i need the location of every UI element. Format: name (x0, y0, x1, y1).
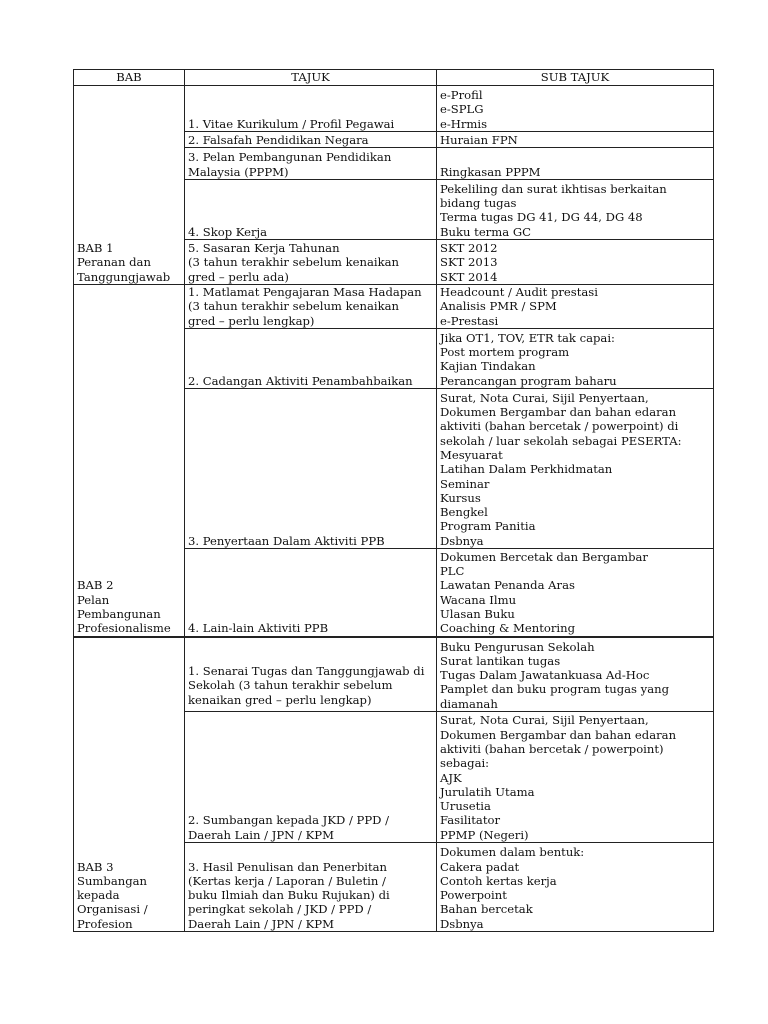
bab-label-line: Organisasi / (77, 902, 148, 917)
sub-tajuk-line: Coaching & Mentoring (440, 621, 575, 636)
table-row (74, 637, 714, 712)
bab-label-line: BAB 1 (77, 241, 114, 256)
sub-tajuk-line: Kursus (440, 490, 481, 505)
bab-label-line: Profesionalisme (77, 621, 171, 636)
sub-tajuk-cell (437, 148, 714, 180)
tajuk-cell (185, 132, 437, 148)
tajuk-line: 2. Cadangan Aktiviti Penambahbaikan (188, 373, 413, 388)
sub-tajuk-line: PPMP (Negeri) (440, 827, 529, 842)
sub-tajuk-line: Kajian Tindakan (440, 359, 536, 374)
sub-tajuk-cell (437, 637, 714, 712)
tajuk-line: kenaikan gred – perlu lengkap) (188, 692, 372, 707)
sub-tajuk-line: Lawatan Penanda Aras (440, 578, 575, 593)
sub-tajuk-cell (437, 843, 714, 932)
tajuk-line: 1. Matlamat Pengajaran Masa Hadapan (188, 285, 422, 299)
sub-tajuk-line: Huraian FPN (440, 132, 518, 147)
sub-tajuk-line: Program Panitia (440, 519, 536, 534)
bab-2-cell (74, 285, 185, 637)
bab-label-line: kepada (77, 888, 120, 903)
sub-tajuk-line: Pekeliling dan surat ikhtisas berkaitan (440, 181, 667, 196)
sub-tajuk-cell (437, 240, 714, 285)
header-sub-tajuk: SUB TAJUK (437, 70, 714, 86)
sub-tajuk-line: sebagai: (440, 756, 490, 771)
sub-tajuk-line: Surat, Nota Curai, Sijil Penyertaan, (440, 390, 649, 405)
tajuk-cell (185, 843, 437, 932)
header-bab: BAB (74, 70, 185, 86)
sub-tajuk-line: Buku terma GC (440, 224, 531, 239)
tajuk-line: 1. Senarai Tugas dan Tanggungjawab di (188, 664, 425, 679)
sub-tajuk-line: e-Profil (440, 88, 483, 103)
sub-tajuk-line: SKT 2013 (440, 255, 498, 270)
sub-tajuk-cell (437, 132, 714, 148)
sub-tajuk-line: PLC (440, 564, 465, 579)
sub-tajuk-line: e-SPLG (440, 102, 484, 117)
sub-tajuk-cell (437, 389, 714, 549)
tajuk-line: (Kertas kerja / Laporan / Buletin / (188, 873, 386, 888)
header-row (74, 70, 714, 86)
sub-tajuk-line: Pamplet dan buku program tugas yang (440, 682, 670, 697)
sub-tajuk-line: Ringkasan PPPM (440, 164, 541, 179)
sub-tajuk-line: Jurulatih Utama (440, 784, 535, 799)
sub-tajuk-line: Urusetia (440, 799, 491, 814)
bab-label-line: Tanggungjawab (77, 269, 171, 284)
tajuk-line: gred – perlu ada) (188, 269, 289, 284)
sub-tajuk-line: Mesyuarat (440, 447, 503, 462)
tajuk-cell (185, 712, 437, 843)
bab-label-line: Pelan (77, 592, 110, 607)
tajuk-line: 3. Penyertaan Dalam Aktiviti PPB (188, 533, 385, 548)
sub-tajuk-line: e-Prestasi (440, 313, 499, 328)
sub-tajuk-line: Surat lantikan tugas (440, 653, 561, 668)
table-row (74, 285, 714, 329)
sub-tajuk-cell (437, 180, 714, 240)
sub-tajuk-line: Surat, Nota Curai, Sijil Penyertaan, (440, 713, 649, 728)
sub-tajuk-line: Perancangan program baharu (440, 373, 617, 388)
tajuk-cell (185, 86, 437, 132)
tajuk-line: 4. Lain-lain Aktiviti PPB (188, 621, 329, 636)
sub-tajuk-line: Cakera padat (440, 859, 520, 874)
tajuk-cell (185, 329, 437, 389)
bab-3-cell (74, 637, 185, 932)
tajuk-line: Daerah Lain / JPN / KPM (188, 916, 334, 931)
sub-tajuk-line: Wacana Ilmu (440, 592, 517, 607)
tajuk-line: (3 tahun terakhir sebelum kenaikan (188, 299, 399, 314)
sub-tajuk-line: Terma tugas DG 41, DG 44, DG 48 (440, 210, 643, 225)
tajuk-cell (185, 549, 437, 637)
tajuk-cell (185, 285, 437, 329)
tajuk-line: 2. Sumbangan kepada JKD / PPD / (188, 813, 390, 828)
sub-tajuk-line: Seminar (440, 476, 490, 491)
sub-tajuk-line: Bengkel (440, 505, 488, 520)
sub-tajuk-line: Jika OT1, TOV, ETR tak capai: (440, 330, 615, 345)
sub-tajuk-cell (437, 86, 714, 132)
tajuk-line: Sekolah (3 tahun terakhir sebelum (188, 678, 393, 693)
sub-tajuk-line: Dokumen Bergambar dan bahan edaran (440, 405, 677, 420)
sub-tajuk-cell (437, 549, 714, 637)
sub-tajuk-line: SKT 2012 (440, 241, 498, 256)
tajuk-line: Daerah Lain / JPN / KPM (188, 827, 334, 842)
planning-table (73, 69, 714, 932)
table-row (74, 86, 714, 132)
sub-tajuk-line: Latihan Dalam Perkhidmatan (440, 462, 613, 477)
sub-tajuk-line: AJK (440, 770, 462, 785)
sub-tajuk-cell (437, 285, 714, 329)
bab-label-line: Sumbangan (77, 873, 148, 888)
sub-tajuk-line: Dsbnya (440, 533, 484, 548)
tajuk-line: buku Ilmiah dan Buku Rujukan) di (188, 888, 390, 903)
tajuk-line: 1. Vitae Kurikulum / Profil Pegawai (188, 116, 395, 131)
sub-tajuk-cell (437, 712, 714, 843)
sub-tajuk-line: Bahan bercetak (440, 902, 533, 917)
tajuk-line: gred – perlu lengkap) (188, 313, 315, 328)
sub-tajuk-line: Dsbnya (440, 916, 484, 931)
sub-tajuk-line: aktiviti (bahan bercetak / powerpoint) di (440, 419, 679, 434)
sub-tajuk-line: Fasilitator (440, 813, 500, 828)
sub-tajuk-line: Dokumen dalam bentuk: (440, 845, 585, 860)
bab-1-cell (74, 86, 185, 285)
tajuk-line: 2. Falsafah Pendidikan Negara (188, 132, 369, 147)
sub-tajuk-line: Buku Pengurusan Sekolah (440, 639, 595, 654)
sub-tajuk-line: sekolah / luar sekolah sebagai PESERTA: (440, 433, 682, 448)
sub-tajuk-line: Powerpoint (440, 888, 507, 903)
sub-tajuk-line: Ulasan Buku (440, 606, 515, 621)
tajuk-line: peringkat sekolah / JKD / PPD / (188, 902, 372, 917)
tajuk-line: (3 tahun terakhir sebelum kenaikan (188, 255, 399, 270)
sub-tajuk-line: Analisis PMR / SPM (440, 299, 557, 314)
sub-tajuk-line: Post mortem program (440, 345, 570, 360)
sub-tajuk-line: bidang tugas (440, 196, 517, 211)
bab-label-line: Pembangunan (77, 606, 161, 621)
tajuk-cell (185, 180, 437, 240)
sub-tajuk-line: Contoh kertas kerja (440, 873, 557, 888)
tajuk-cell (185, 637, 437, 712)
sub-tajuk-line: SKT 2014 (440, 269, 498, 284)
tajuk-cell (185, 389, 437, 549)
sub-tajuk-line: Tugas Dalam Jawatankuasa Ad-Hoc (440, 668, 650, 683)
tajuk-line: 3. Hasil Penulisan dan Penerbitan (188, 859, 387, 874)
sub-tajuk-cell (437, 329, 714, 389)
tajuk-line: Malaysia (PPPM) (188, 164, 289, 179)
tajuk-line: 5. Sasaran Kerja Tahunan (188, 241, 340, 256)
sub-tajuk-line: diamanah (440, 696, 498, 711)
sub-tajuk-line: Dokumen Bergambar dan bahan edaran (440, 727, 677, 742)
sub-tajuk-line: e-Hrmis (440, 116, 488, 131)
header-tajuk: TAJUK (185, 70, 437, 86)
tajuk-line: 3. Pelan Pembangunan Pendidikan (188, 150, 392, 165)
tajuk-line: 4. Skop Kerja (188, 224, 268, 239)
sub-tajuk-line: Dokumen Bercetak dan Bergambar (440, 549, 648, 564)
sub-tajuk-line: aktiviti (bahan bercetak / powerpoint) (440, 741, 664, 756)
sub-tajuk-line: Headcount / Audit prestasi (440, 285, 598, 300)
bab-label-line: Peranan dan (77, 255, 151, 270)
tajuk-cell (185, 148, 437, 180)
bab-label-line: Profesion (77, 916, 133, 931)
tajuk-cell (185, 240, 437, 285)
bab-label-line: BAB 3 (77, 859, 114, 874)
bab-label-line: BAB 2 (77, 578, 114, 593)
